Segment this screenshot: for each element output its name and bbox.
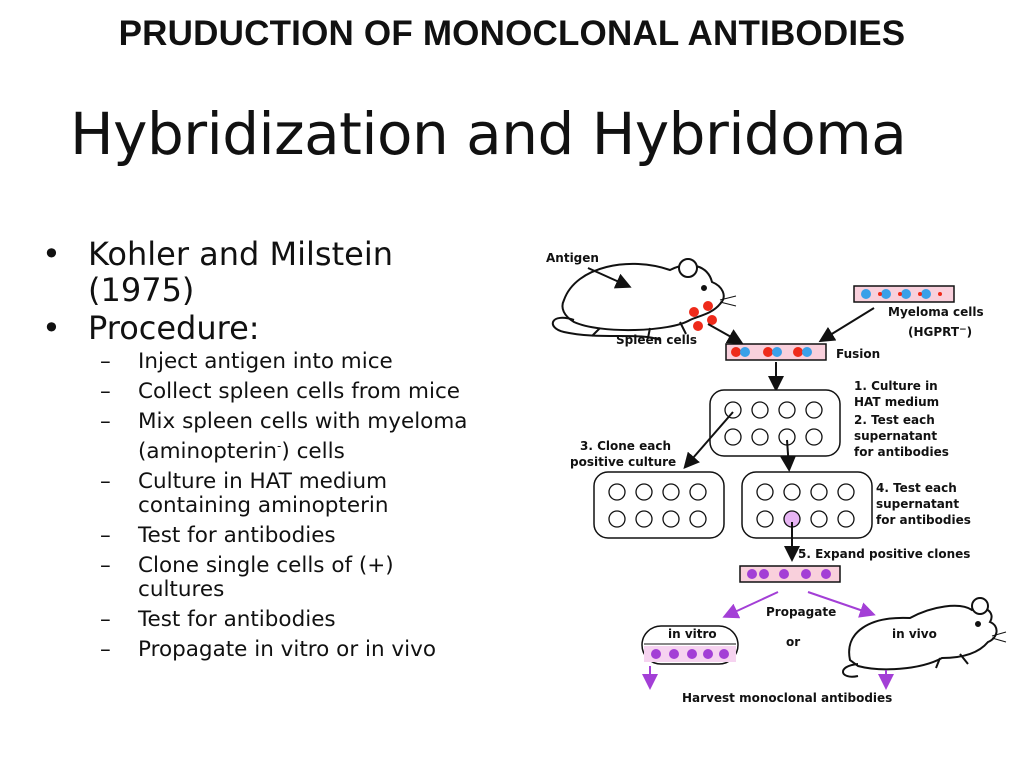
step3-line1: 3. Clone each: [580, 439, 672, 453]
step-text-line2: (aminopterin-) cells: [138, 439, 345, 465]
step4-line1: 4. Test each: [876, 481, 957, 495]
bullet-procedure-label: Procedure:: [88, 309, 260, 347]
procedure-step: – Culture in HAT medium containing aminopterin: [42, 470, 512, 518]
step-text: Inject antigen into mice: [138, 349, 393, 374]
step-text: Test for antibodies: [138, 607, 336, 633]
antigen-label: Antigen: [546, 251, 599, 265]
step-text: Test for antibodies: [138, 523, 336, 549]
step-text: Clone single cells of (+): [138, 553, 394, 579]
step3-line2: positive culture: [570, 455, 677, 469]
propagate-label: Propagate: [766, 605, 837, 619]
in-vivo-label: in vivo: [892, 627, 937, 641]
bullet-authors-line2: (1975): [88, 271, 195, 309]
harvest-label: Harvest monoclonal antibodies: [682, 691, 893, 705]
bullet-procedure: [42, 310, 512, 346]
procedure-steps: [42, 350, 512, 662]
culture-plate: [594, 472, 724, 538]
procedure-step: – Test for antibodies: [100, 523, 336, 549]
procedure-step: – Mix spleen cells with myeloma (aminopterin-) cells: [42, 410, 512, 464]
in-vitro-label: in vitro: [668, 627, 717, 641]
spleen-cells-label: Spleen cells: [616, 333, 697, 347]
culture-plate: [710, 390, 840, 456]
bullet-dot: •: [42, 235, 61, 273]
or-label: or: [786, 635, 801, 649]
slide-title: PRUDUCTION OF MONOCLONAL ANTIBODIES: [118, 14, 906, 53]
myeloma-label: Myeloma cells: [888, 305, 984, 319]
step1-line2: HAT medium: [854, 395, 940, 409]
step-text-line2: cultures: [138, 577, 225, 603]
slide-subtitle: Hybridization and Hybridoma: [70, 100, 907, 168]
fusion-label: Fusion: [836, 347, 881, 361]
procedure-step: – Test for antibodies: [100, 607, 336, 633]
step2-line2: supernatant: [854, 429, 938, 443]
step-text: Mix spleen cells with myeloma: [138, 409, 468, 434]
step-text: Culture in HAT medium: [138, 469, 388, 495]
step-text: Collect spleen cells from mice: [138, 379, 461, 404]
procedure-step: – Collect spleen cells from mice: [100, 379, 461, 404]
procedure-step: – Clone single cells of (+) cultures: [42, 554, 512, 602]
hybridoma-diagram: [540, 240, 1010, 720]
bullet-list: [42, 236, 512, 668]
fused-cells: [731, 347, 812, 357]
procedure-step: – Inject antigen into mice: [100, 349, 393, 374]
step-text: Propagate in vitro or in vivo: [138, 637, 436, 663]
mouse-icon: [553, 259, 736, 340]
hgprt-label: (HGPRT−): [908, 325, 973, 339]
bullet-authors-line1: Kohler and Milstein: [88, 235, 393, 273]
procedure-step: – Propagate in vitro or in vivo: [100, 637, 436, 663]
bullet-authors: [42, 236, 512, 308]
step2-line3: for antibodies: [854, 445, 949, 459]
step2-line1: 2. Test each: [854, 413, 935, 427]
culture-plate: [742, 472, 872, 538]
step4-line2: supernatant: [876, 497, 960, 511]
bullet-dot: •: [42, 309, 61, 347]
step-text-line2: containing aminopterin: [138, 493, 389, 519]
step4-line3: for antibodies: [876, 513, 971, 527]
step5-label: 5. Expand positive clones: [798, 547, 971, 561]
step1-line1: 1. Culture in: [854, 379, 938, 393]
